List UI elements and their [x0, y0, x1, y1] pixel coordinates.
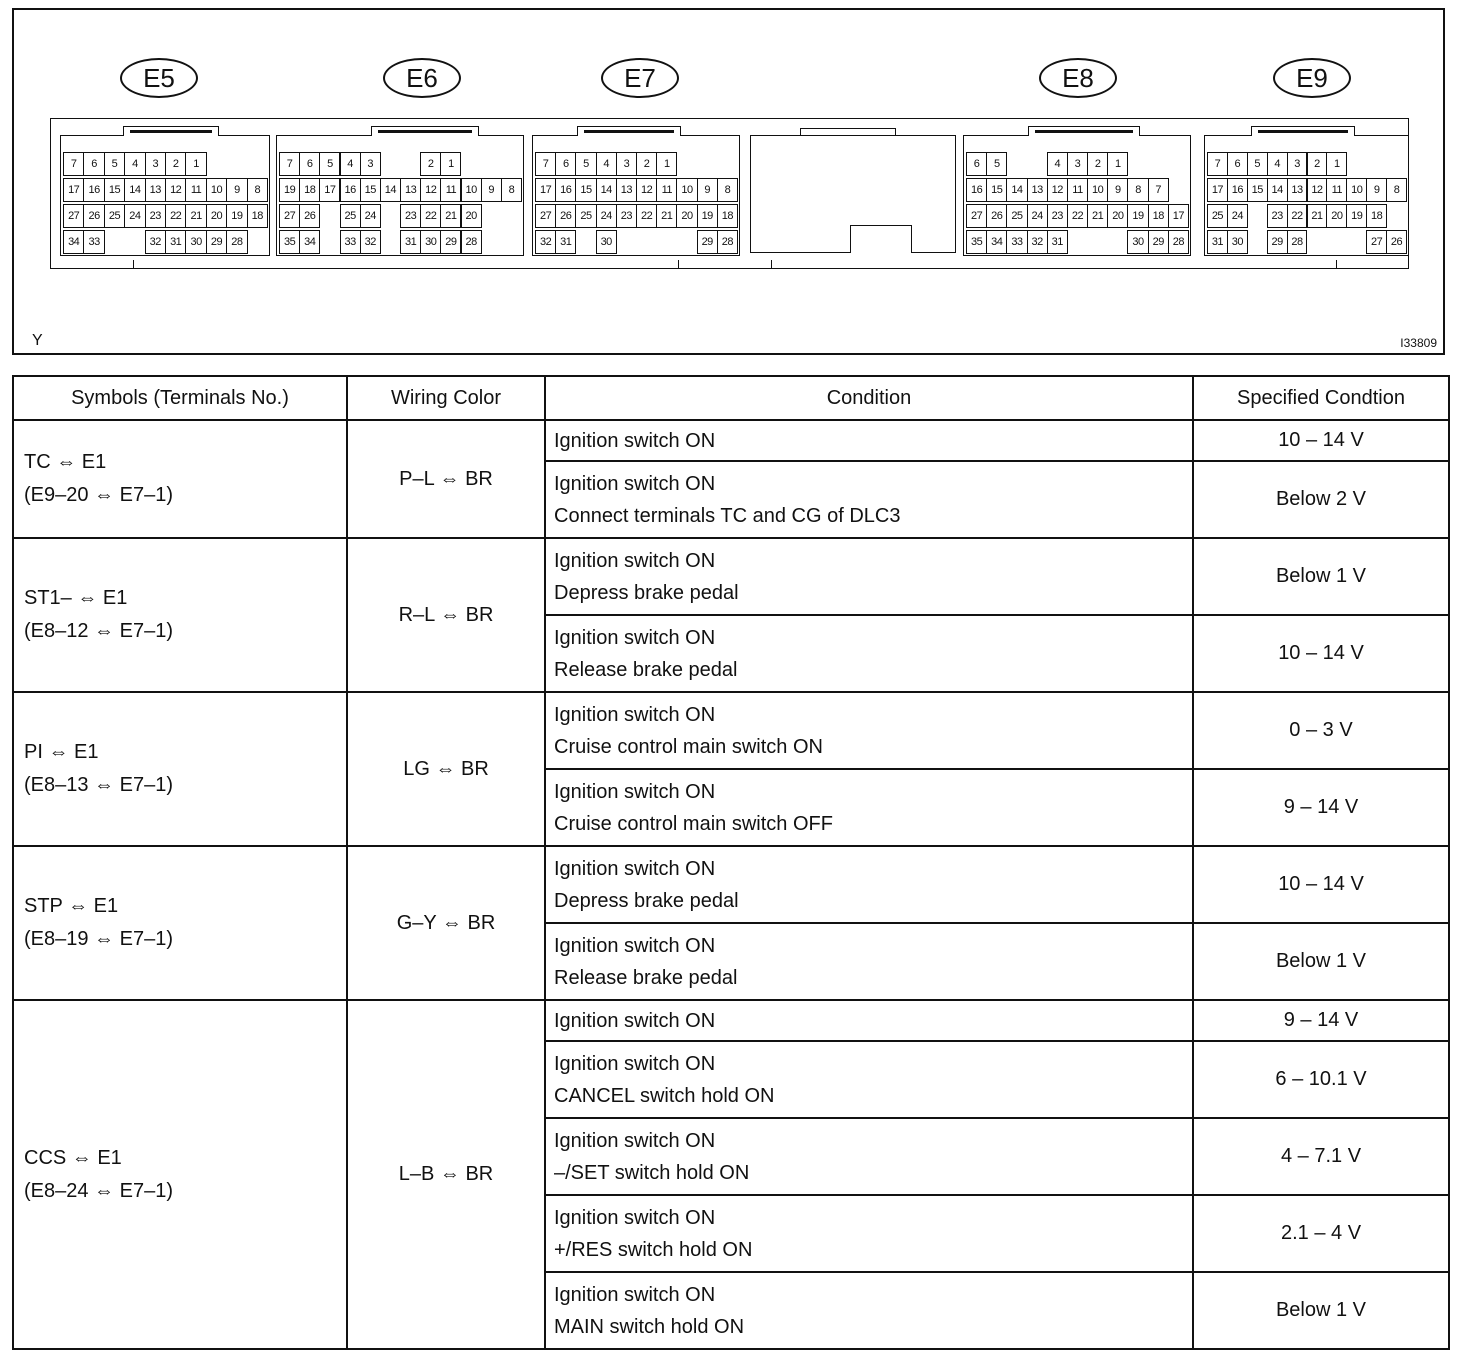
terminal-symbol: PI ⇔ E1 — [24, 741, 99, 763]
specified-condition-cell: Below 2 V — [1193, 461, 1449, 538]
condition-cell — [545, 1195, 1193, 1272]
terminal-pin: 21 — [1087, 204, 1108, 228]
terminal-pin: 7 — [1148, 178, 1169, 202]
header-symbols: Symbols (Terminals No.) — [13, 376, 347, 420]
terminal-pin: 16 — [1227, 178, 1248, 202]
terminal-pin: 10 — [676, 178, 697, 202]
terminal-pin: 13 — [145, 178, 166, 202]
terminal-pin: 5 — [575, 152, 596, 176]
terminal-pin: 2 — [1307, 152, 1328, 176]
condition-line: Ignition switch ON — [554, 429, 716, 452]
terminal-pin: 2 — [165, 152, 186, 176]
terminal-pin: 8 — [247, 178, 268, 202]
terminal-pin: 26 — [1386, 230, 1407, 254]
symbol-cell — [13, 420, 347, 538]
condition-line: +/RES switch hold ON — [554, 1238, 753, 1261]
specified-condition-cell: 4 – 7.1 V — [1193, 1118, 1449, 1195]
terminal-pin: 15 — [575, 178, 596, 202]
terminal-pin: 32 — [145, 230, 166, 254]
terminal-pin: 31 — [1047, 230, 1068, 254]
terminal-pin: 31 — [400, 230, 421, 254]
table-row — [13, 846, 1449, 923]
terminal-pin: 2 — [1087, 152, 1108, 176]
terminal-pin: 26 — [299, 204, 320, 228]
terminal-pin: 1 — [1326, 152, 1347, 176]
terminal-pin: 29 — [440, 230, 461, 254]
terminal-pin: 3 — [360, 152, 381, 176]
terminal-pin: 25 — [340, 204, 361, 228]
terminal-pin: 16 — [966, 178, 987, 202]
condition-cell — [545, 923, 1193, 1000]
condition-line: Release brake pedal — [554, 658, 738, 681]
condition-line: Cruise control main switch OFF — [554, 812, 833, 835]
condition-cell — [545, 1118, 1193, 1195]
terminal-pin: 1 — [440, 152, 461, 176]
terminal-pin: 1 — [1107, 152, 1128, 176]
terminal-pin: 18 — [717, 204, 738, 228]
connector-label-e6: E6 — [383, 58, 461, 98]
specified-condition-cell: 10 – 14 V — [1193, 420, 1449, 461]
condition-line: Ignition switch ON — [554, 857, 716, 880]
terminal-pin: 17 — [535, 178, 556, 202]
terminal-pin: 24 — [1027, 204, 1048, 228]
condition-cell — [545, 692, 1193, 769]
connector-e9 — [1204, 135, 1409, 256]
terminal-pin: 3 — [616, 152, 637, 176]
terminal-pin: 14 — [380, 178, 401, 202]
condition-line: Connect terminals TC and CG of DLC3 — [554, 504, 901, 527]
terminal-pin: 5 — [104, 152, 125, 176]
terminal-pin: 2 — [420, 152, 441, 176]
terminal-pin: 19 — [697, 204, 718, 228]
terminal-pin: 34 — [63, 230, 84, 254]
terminal-pin: 23 — [616, 204, 637, 228]
terminal-pin: 28 — [1168, 230, 1189, 254]
terminal-numbers: (E8–13 ⇔ E7–1) — [24, 774, 173, 796]
terminal-pin: 28 — [461, 230, 482, 254]
terminal-pin: 3 — [1067, 152, 1088, 176]
terminal-pin: 10 — [206, 178, 227, 202]
terminal-pin: 10 — [1346, 178, 1367, 202]
terminal-pin: 4 — [596, 152, 617, 176]
specified-condition-cell: 10 – 14 V — [1193, 846, 1449, 923]
terminal-pin: 15 — [986, 178, 1007, 202]
terminal-pin: 22 — [165, 204, 186, 228]
terminal-pin: 34 — [986, 230, 1007, 254]
condition-cell — [545, 846, 1193, 923]
terminal-numbers: (E8–19 ⇔ E7–1) — [24, 928, 173, 950]
terminal-pin: 28 — [717, 230, 738, 254]
terminal-pin: 30 — [1227, 230, 1248, 254]
condition-cell — [545, 1000, 1193, 1041]
specified-condition-cell: Below 1 V — [1193, 1272, 1449, 1349]
terminal-pin: 25 — [1207, 204, 1228, 228]
terminal-pin: 16 — [340, 178, 361, 202]
terminal-pin: 3 — [145, 152, 166, 176]
terminal-symbol: TC ⇔ E1 — [24, 451, 107, 473]
terminal-pin: 11 — [656, 178, 677, 202]
terminal-pin: 8 — [1386, 178, 1407, 202]
terminal-symbol: CCS ⇔ E1 — [24, 1146, 122, 1169]
condition-line: Depress brake pedal — [554, 889, 739, 912]
wiring-color-cell: G–Y ⇔ BR — [347, 846, 545, 1000]
terminal-pin: 25 — [104, 204, 125, 228]
condition-line: Ignition switch ON — [554, 934, 716, 957]
terminal-pin: 13 — [1027, 178, 1048, 202]
terminal-pin: 28 — [1287, 230, 1308, 254]
terminal-pin: 14 — [596, 178, 617, 202]
terminal-pin: 8 — [717, 178, 738, 202]
terminal-pin: 27 — [63, 204, 84, 228]
terminal-pin: 31 — [1207, 230, 1228, 254]
terminal-numbers: (E8–24 ⇔ E7–1) — [24, 1179, 173, 1202]
terminal-pin: 19 — [226, 204, 247, 228]
condition-line: Release brake pedal — [554, 966, 738, 989]
table-row — [13, 1000, 1449, 1041]
terminal-pin: 9 — [1366, 178, 1387, 202]
condition-cell — [545, 461, 1193, 538]
terminal-pin: 29 — [1267, 230, 1288, 254]
diagram-corner-label: Y — [32, 332, 43, 349]
specified-condition-cell: 10 – 14 V — [1193, 615, 1449, 692]
terminal-pin: 1 — [656, 152, 677, 176]
terminal-numbers: (E9–20 ⇔ E7–1) — [24, 484, 173, 506]
terminal-pin: 4 — [1047, 152, 1068, 176]
terminal-pin: 24 — [1227, 204, 1248, 228]
terminal-pin: 12 — [636, 178, 657, 202]
connector-e6 — [276, 135, 524, 256]
terminal-pin: 23 — [145, 204, 166, 228]
connector-e7 — [532, 135, 740, 256]
condition-line: MAIN switch hold ON — [554, 1315, 745, 1338]
condition-line: Ignition switch ON — [554, 626, 716, 649]
terminal-pin: 23 — [1047, 204, 1068, 228]
terminal-pin: 24 — [360, 204, 381, 228]
terminal-pin: 17 — [63, 178, 84, 202]
terminal-pin: 35 — [279, 230, 300, 254]
terminal-pin: 7 — [279, 152, 300, 176]
terminal-pin: 2 — [636, 152, 657, 176]
condition-line: CANCEL switch hold ON — [554, 1084, 775, 1107]
terminal-pin: 22 — [420, 204, 441, 228]
terminal-pin: 15 — [360, 178, 381, 202]
terminal-pin: 7 — [535, 152, 556, 176]
terminal-pin: 15 — [104, 178, 125, 202]
terminal-pin: 30 — [1127, 230, 1148, 254]
specified-condition-cell: Below 1 V — [1193, 923, 1449, 1000]
connector-latch — [371, 126, 479, 136]
terminal-pin: 6 — [299, 152, 320, 176]
terminal-pin: 11 — [1326, 178, 1347, 202]
terminal-pin: 4 — [1267, 152, 1288, 176]
terminal-pin: 24 — [124, 204, 145, 228]
terminal-pin: 14 — [1006, 178, 1027, 202]
condition-line: Depress brake pedal — [554, 581, 739, 604]
terminal-pin: 35 — [966, 230, 987, 254]
terminal-pin: 12 — [1047, 178, 1068, 202]
terminal-pin: 33 — [340, 230, 361, 254]
terminal-pin: 15 — [1247, 178, 1268, 202]
terminal-pin: 14 — [1267, 178, 1288, 202]
connector-latch — [1251, 126, 1355, 136]
terminal-pin: 21 — [656, 204, 677, 228]
connector-foot — [50, 260, 134, 269]
terminal-pin: 28 — [226, 230, 247, 254]
terminal-symbol: STP ⇔ E1 — [24, 895, 119, 917]
terminal-pin: 27 — [535, 204, 556, 228]
condition-cell — [545, 615, 1193, 692]
terminal-pin: 31 — [165, 230, 186, 254]
terminal-pin: 29 — [697, 230, 718, 254]
table-row — [13, 538, 1449, 615]
terminal-pin: 5 — [319, 152, 340, 176]
terminal-pin: 5 — [1247, 152, 1268, 176]
table-row — [13, 420, 1449, 461]
terminal-pin: 20 — [1326, 204, 1347, 228]
terminal-pin: 25 — [1006, 204, 1027, 228]
terminal-pin: 17 — [319, 178, 340, 202]
figure-code: I33809 — [1400, 336, 1437, 350]
terminal-symbol: ST1– ⇔ E1 — [24, 587, 128, 609]
connector-label-e8: E8 — [1039, 58, 1117, 98]
specified-condition-cell: 9 – 14 V — [1193, 769, 1449, 846]
terminal-pin: 17 — [1168, 204, 1189, 228]
terminal-numbers: (E8–12 ⇔ E7–1) — [24, 620, 173, 642]
terminal-pin: 7 — [1207, 152, 1228, 176]
specified-condition-cell: 9 – 14 V — [1193, 1000, 1449, 1041]
condition-line: Ignition switch ON — [554, 1052, 716, 1075]
terminal-pin: 21 — [1307, 204, 1328, 228]
terminal-pin: 6 — [83, 152, 104, 176]
terminal-pin: 23 — [1267, 204, 1288, 228]
terminal-pin: 4 — [124, 152, 145, 176]
condition-line: Ignition switch ON — [554, 780, 716, 803]
terminal-pin: 13 — [616, 178, 637, 202]
terminal-pin: 18 — [1366, 204, 1387, 228]
terminal-pin: 3 — [1287, 152, 1308, 176]
terminal-pin: 29 — [206, 230, 227, 254]
terminal-pin: 30 — [596, 230, 617, 254]
terminal-pin: 22 — [1287, 204, 1308, 228]
header-specified-condition: Specified Condtion — [1193, 376, 1449, 420]
terminal-pin: 18 — [1148, 204, 1169, 228]
condition-line: Ignition switch ON — [554, 1009, 716, 1032]
condition-cell — [545, 769, 1193, 846]
terminal-pin: 22 — [636, 204, 657, 228]
condition-line: Ignition switch ON — [554, 472, 716, 495]
connector-latch — [123, 126, 219, 136]
specified-condition-cell: 6 – 10.1 V — [1193, 1041, 1449, 1118]
table-row — [13, 692, 1449, 769]
condition-cell — [545, 538, 1193, 615]
wiring-color-cell: R–L ⇔ BR — [347, 538, 545, 692]
symbol-cell — [13, 846, 347, 1000]
terminal-pin: 22 — [1067, 204, 1088, 228]
terminal-pin: 33 — [1006, 230, 1027, 254]
terminal-pin: 4 — [340, 152, 361, 176]
terminal-pin: 30 — [185, 230, 206, 254]
condition-line: –/SET switch hold ON — [554, 1161, 750, 1184]
terminal-pin: 5 — [986, 152, 1007, 176]
terminal-pin: 18 — [299, 178, 320, 202]
terminal-pin: 27 — [966, 204, 987, 228]
terminal-pin: 25 — [575, 204, 596, 228]
terminal-pin: 9 — [1107, 178, 1128, 202]
connector-label-e7: E7 — [601, 58, 679, 98]
terminal-pin: 20 — [206, 204, 227, 228]
terminal-pin: 6 — [555, 152, 576, 176]
specified-condition-cell: 0 – 3 V — [1193, 692, 1449, 769]
condition-line: Ignition switch ON — [554, 703, 716, 726]
terminal-pin: 20 — [1107, 204, 1128, 228]
wiring-color-cell: LG ⇔ BR — [347, 692, 545, 846]
terminal-pin: 8 — [1127, 178, 1148, 202]
specified-condition-cell: Below 1 V — [1193, 538, 1449, 615]
terminal-pin: 32 — [535, 230, 556, 254]
condition-line: Ignition switch ON — [554, 1129, 716, 1152]
terminal-pin: 20 — [461, 204, 482, 228]
connector-foot — [678, 260, 772, 269]
terminal-pin: 29 — [1148, 230, 1169, 254]
connector-label-e5: E5 — [120, 58, 198, 98]
terminal-pin: 23 — [400, 204, 421, 228]
connector-latch — [577, 126, 681, 136]
terminal-pin: 10 — [461, 178, 482, 202]
terminal-pin: 10 — [1087, 178, 1108, 202]
terminal-pin: 8 — [501, 178, 522, 202]
terminal-pin: 13 — [400, 178, 421, 202]
connector-e5 — [60, 135, 270, 256]
terminal-pin: 9 — [697, 178, 718, 202]
terminal-pin: 11 — [185, 178, 206, 202]
condition-line: Ignition switch ON — [554, 1283, 716, 1306]
specified-condition-cell: 2.1 – 4 V — [1193, 1195, 1449, 1272]
terminal-pin: 7 — [63, 152, 84, 176]
terminal-pin: 26 — [555, 204, 576, 228]
terminal-pin: 16 — [83, 178, 104, 202]
terminal-pin: 9 — [481, 178, 502, 202]
connector-diagram — [12, 8, 1445, 355]
terminal-pin: 12 — [165, 178, 186, 202]
condition-line: Cruise control main switch ON — [554, 735, 823, 758]
terminal-pin: 12 — [1307, 178, 1328, 202]
terminal-pin: 19 — [1346, 204, 1367, 228]
condition-line: Ignition switch ON — [554, 549, 716, 572]
terminal-pin: 26 — [986, 204, 1007, 228]
symbol-cell — [13, 538, 347, 692]
symbol-cell — [13, 1000, 347, 1349]
terminal-pin: 21 — [185, 204, 206, 228]
terminal-pin: 11 — [1067, 178, 1088, 202]
terminal-pin: 33 — [83, 230, 104, 254]
terminal-pin: 16 — [555, 178, 576, 202]
terminal-pin: 20 — [676, 204, 697, 228]
condition-cell — [545, 420, 1193, 461]
terminal-pin: 31 — [555, 230, 576, 254]
terminal-pin: 19 — [279, 178, 300, 202]
terminal-pin: 32 — [1027, 230, 1048, 254]
terminal-pin: 30 — [420, 230, 441, 254]
terminal-pin: 27 — [279, 204, 300, 228]
connector-latch — [1028, 126, 1140, 136]
header-wiring-color: Wiring Color — [347, 376, 545, 420]
terminal-pin: 26 — [83, 204, 104, 228]
table-body — [13, 420, 1449, 1349]
connector-label-e9: E9 — [1273, 58, 1351, 98]
terminal-spec-table — [12, 375, 1450, 1350]
terminal-pin: 18 — [247, 204, 268, 228]
connector-e8 — [963, 135, 1191, 256]
terminal-pin: 12 — [420, 178, 441, 202]
table-header-row — [13, 376, 1449, 420]
terminal-pin: 32 — [360, 230, 381, 254]
terminal-pin: 1 — [185, 152, 206, 176]
header-condition: Condition — [545, 376, 1193, 420]
terminal-pin: 17 — [1207, 178, 1228, 202]
wiring-color-cell: P–L ⇔ BR — [347, 420, 545, 538]
terminal-pin: 9 — [226, 178, 247, 202]
terminal-pin: 27 — [1366, 230, 1387, 254]
wiring-color-cell: L–B ⇔ BR — [347, 1000, 545, 1349]
terminal-pin: 6 — [1227, 152, 1248, 176]
condition-cell — [545, 1041, 1193, 1118]
terminal-pin: 21 — [440, 204, 461, 228]
terminal-pin: 14 — [124, 178, 145, 202]
connector-foot — [1336, 260, 1409, 269]
condition-line: Ignition switch ON — [554, 1206, 716, 1229]
terminal-pin: 34 — [299, 230, 320, 254]
condition-cell — [545, 1272, 1193, 1349]
terminal-pin: 6 — [966, 152, 987, 176]
terminal-pin: 11 — [440, 178, 461, 202]
terminal-pin: 13 — [1287, 178, 1308, 202]
center-notch — [850, 225, 912, 253]
terminal-pin: 24 — [596, 204, 617, 228]
terminal-pin: 19 — [1127, 204, 1148, 228]
symbol-cell — [13, 692, 347, 846]
